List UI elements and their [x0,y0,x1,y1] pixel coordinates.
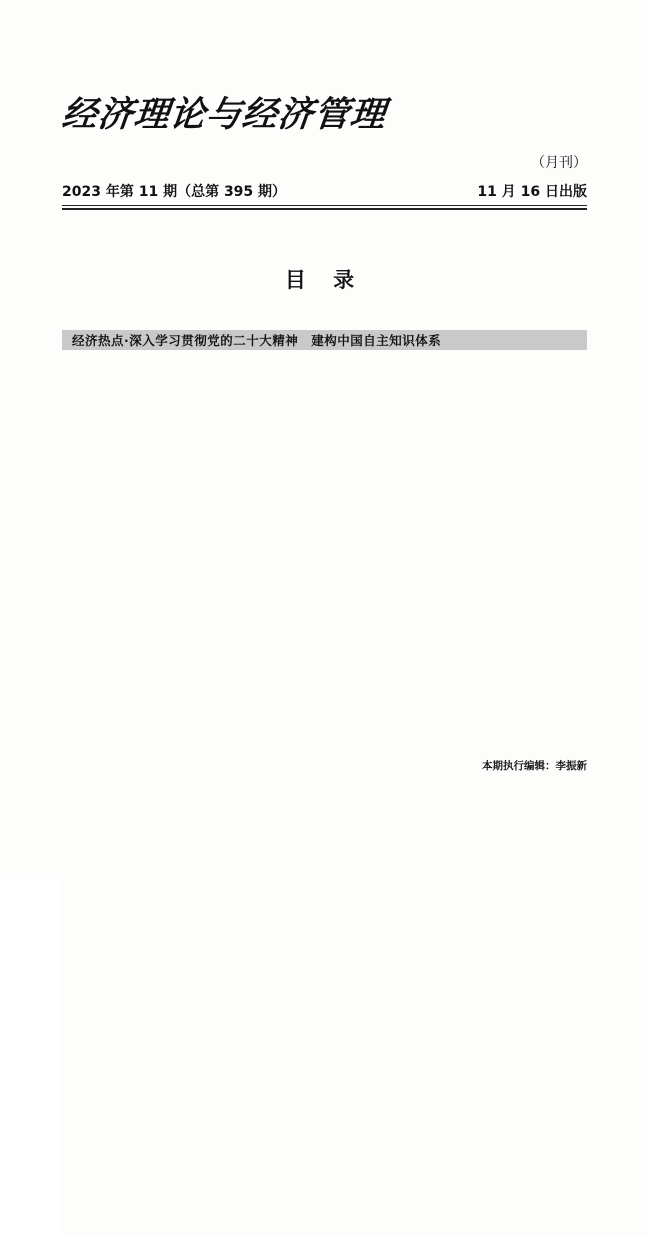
article-meta [62,719,587,740]
list-item[interactable] [62,698,587,740]
publish-date: 11 月 16 日出版 [477,184,587,200]
divider-rule-thin [62,205,587,206]
issue-row [62,181,587,201]
article-page [62,362,649,1236]
executive-editor-note: 本期执行编辑：李振新 [482,760,587,772]
page-title: 目 录 [284,268,365,292]
periodicity-label: （月刊） [531,155,587,171]
section-banner-label: 经济热点·深入学习贯彻党的二十大精神 建构中国自主知识体系 [72,333,442,348]
table-of-contents [62,362,587,746]
divider-rule-thick [62,208,587,210]
journal-title: 经济理论与经济管理 [59,94,389,135]
section-banner [62,330,587,350]
issue-number: 2023 年第 11 期（总第 395 期） [62,184,287,200]
masthead [59,94,587,171]
